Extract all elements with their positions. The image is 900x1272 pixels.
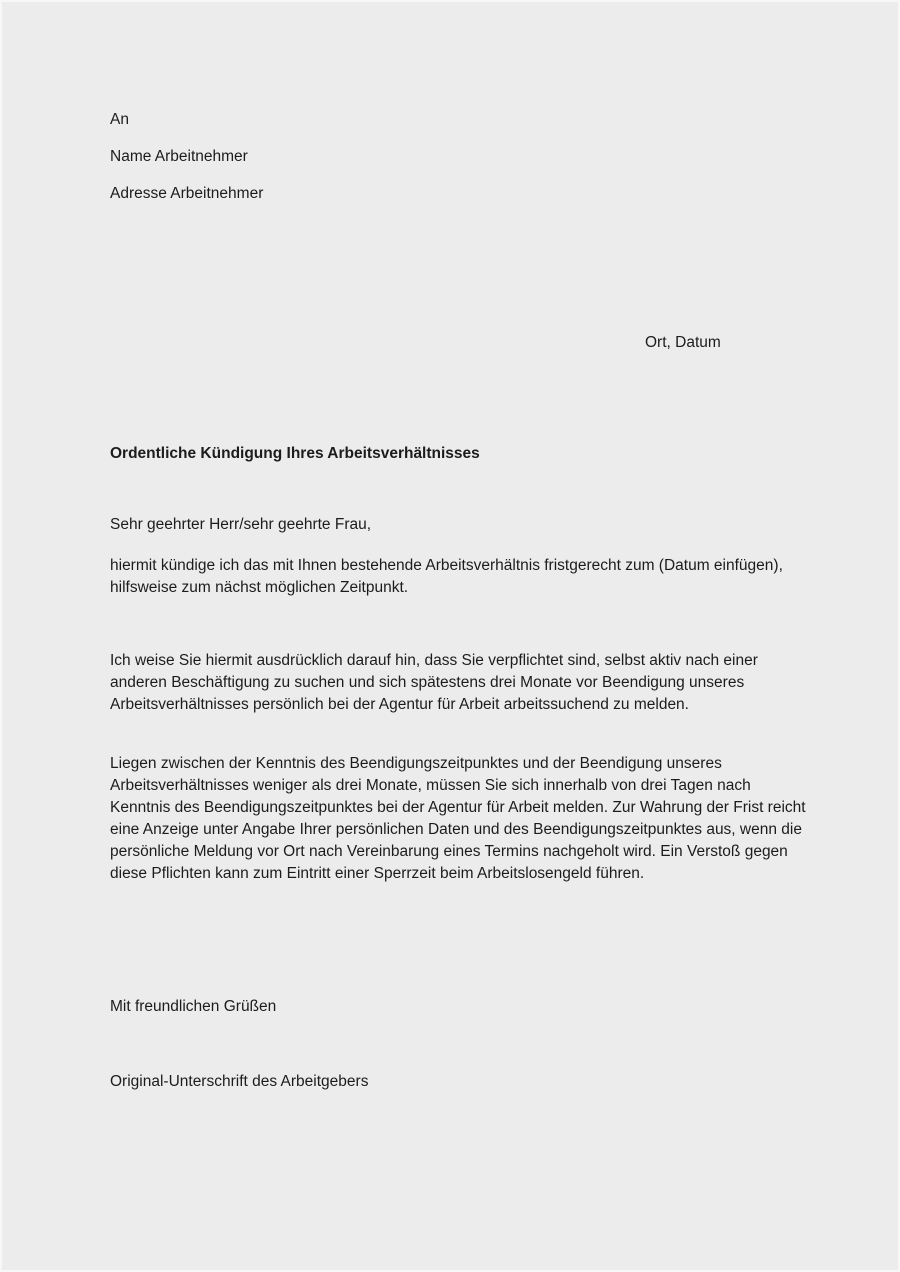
closing-line: Mit freundlichen Grüßen [110,998,277,1015]
body-paragraph-1-text: hiermit kündige ich das mit Ihnen bestehende Arbeitsverhältnis fristgerecht zum (Datum einfügen), hilfsweise zum nächst möglichen Zeitpunkt. [110,557,783,596]
recipient-line-an: An [110,111,129,128]
salutation: Sehr geehrter Herr/sehr geehrte Frau, [110,516,372,533]
body-paragraph-1 [110,555,806,599]
body-paragraph-3 [110,753,806,885]
body-paragraph-3-text: Liegen zwischen der Kenntnis des Beendigungszeitpunktes und der Beendigung unseres Arbeitsverhältnisses weniger als drei Monate, müssen Sie sich innerhalb von drei Tagen nach Kenntnis des Beendigungszeitpunktes bei der Agentur für Arbeit melden. Zur Wahrung der Frist reicht eine Anzeige unter Angabe Ihrer persönlichen Daten und des Beendigungszeitpunktes aus, wenn die persönliche Meldung vor Ort nach Vereinbarung eines Termins nachgeholt wird. Ein Verstoß gegen diese Pflichten kann zum Eintritt einer Sperrzeit beim Arbeitslosengeld führen. [110,755,806,882]
recipient-line-address: Adresse Arbeitnehmer [110,185,264,202]
recipient-line-name: Name Arbeitnehmer [110,148,248,165]
body-paragraph-2-text: Ich weise Sie hiermit ausdrücklich darauf hin, dass Sie verpflichtet sind, selbst aktiv nach einer anderen Beschäftigung zu suchen und sich spätestens drei Monate vor Beendigung unseres Arbeitsverhältnisses persönlich bei der Agentur für Arbeit arbeitssuchend zu melden. [110,652,758,713]
signature-line: Original-Unterschrift des Arbeitgebers [110,1073,369,1090]
place-date-line: Ort, Datum [645,334,721,351]
subject-line: Ordentliche Kündigung Ihres Arbeitsverhältnisses [110,445,480,462]
body-paragraph-2 [110,650,806,716]
